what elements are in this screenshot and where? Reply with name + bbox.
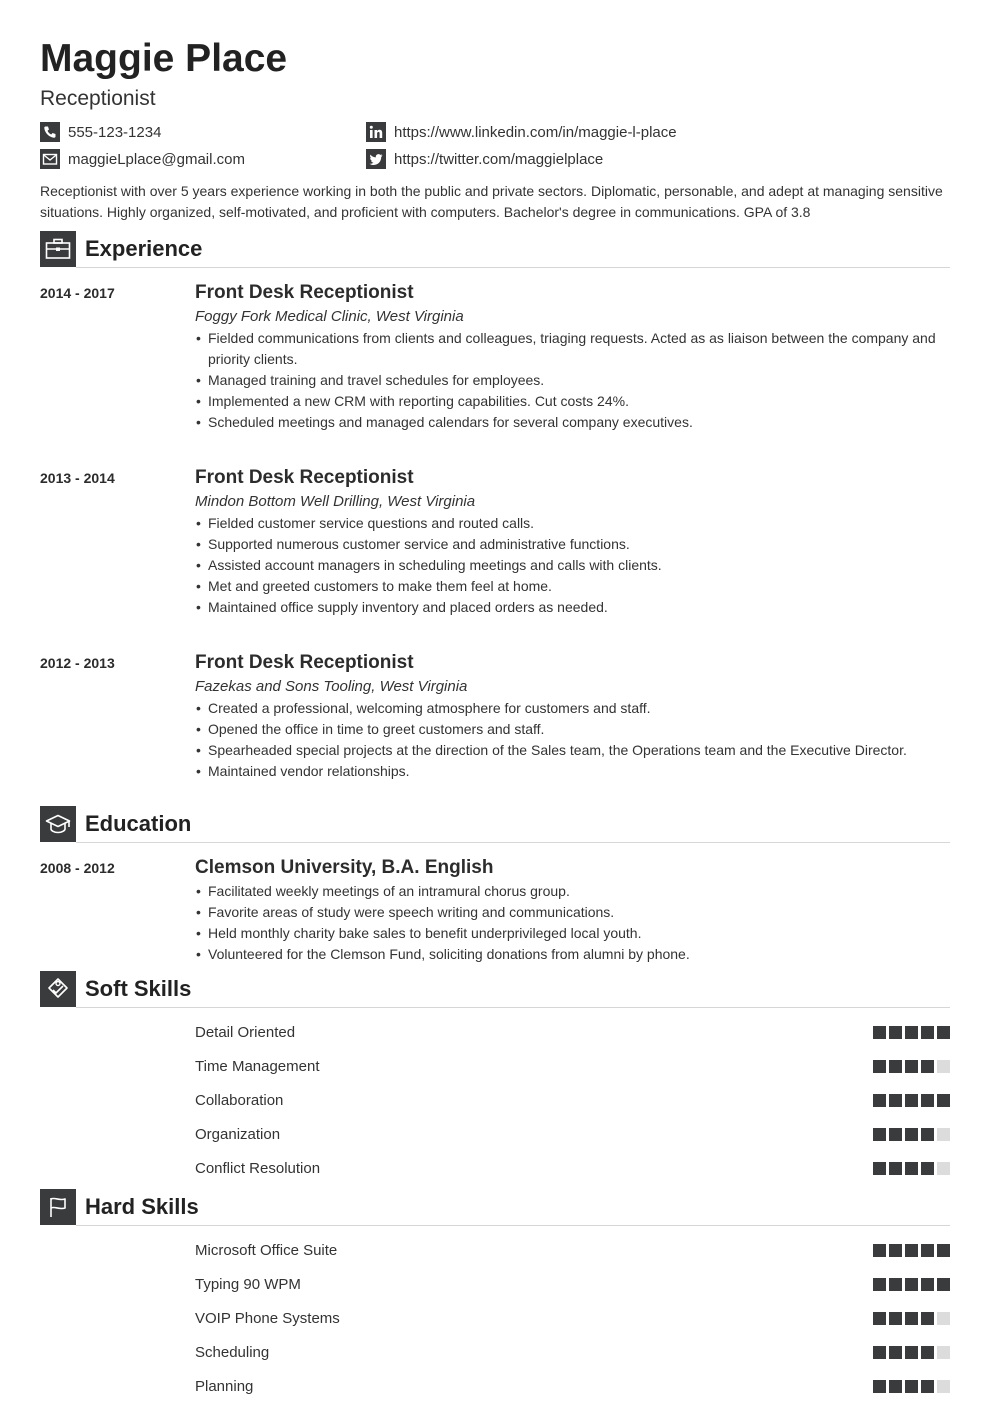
skill-rating (873, 1128, 950, 1141)
rating-square-filled (889, 1026, 902, 1039)
entry-org: Fazekas and Sons Tooling, West Virginia (195, 678, 468, 695)
entry-bullet: • Fielded customer service questions and routed calls. (195, 513, 950, 534)
entry-bullet: • Assisted account managers in scheduling meetings and calls with clients. (195, 555, 950, 576)
entry-role: Front Desk Receptionist (195, 282, 414, 303)
candidate-title: Receptionist (40, 87, 156, 110)
rating-square-filled (937, 1094, 950, 1107)
skill-rating (873, 1162, 950, 1175)
entry-date: 2014 - 2017 (40, 285, 115, 301)
rating-square-filled (889, 1380, 902, 1393)
skill-row (195, 1117, 950, 1151)
entry-role: Front Desk Receptionist (195, 652, 414, 673)
rating-square-filled (873, 1346, 886, 1359)
summary: Receptionist with over 5 years experience working in both the public and private sectors. Diplomatic, personable, and adept at managing sensitive situations. Highly organized, self-motivated, and proficient with computers. Bachelor's degree in communications. GPA of 3.8 (40, 183, 943, 220)
candidate-name: Maggie Place (40, 37, 288, 80)
experience-section-header (40, 231, 950, 267)
skill-label: Organization (195, 1125, 281, 1143)
rating-square-filled (905, 1060, 918, 1073)
hard-skills-section-header (40, 1189, 950, 1225)
skill-label: VOIP Phone Systems (195, 1309, 340, 1327)
entry-bullet: • Spearheaded special projects at the direction of the Sales team, the Operations team and the Executive Director. (195, 740, 950, 761)
skill-row (195, 1335, 950, 1369)
soft-skills-heading: Soft Skills (85, 976, 192, 1001)
contact-list (40, 122, 950, 169)
rating-square-filled (889, 1128, 902, 1141)
rating-square-filled (889, 1346, 902, 1359)
graduation-cap-icon (40, 806, 76, 842)
rating-square-filled (921, 1128, 934, 1141)
rating-square-empty (937, 1380, 950, 1393)
rating-square-filled (889, 1278, 902, 1291)
entry-bullet: • Implemented a new CRM with reporting capabilities. Cut costs 24%. (195, 391, 950, 412)
rating-square-empty (937, 1346, 950, 1359)
rating-square-filled (873, 1312, 886, 1325)
rating-square-empty (937, 1060, 950, 1073)
experience-entry (40, 280, 950, 433)
hard-skills-heading: Hard Skills (85, 1194, 199, 1219)
rating-square-filled (905, 1244, 918, 1257)
rating-square-filled (873, 1026, 886, 1039)
skill-row (195, 1233, 950, 1267)
skill-rating (873, 1380, 950, 1393)
rating-square-filled (921, 1380, 934, 1393)
contact-phone[interactable] (40, 122, 366, 142)
experience-entry (40, 650, 950, 782)
skill-rating (873, 1060, 950, 1073)
entry-bullet: • Fielded communications from clients and colleagues, triaging requests. Acted as as liaison between the company and priority clients. (195, 328, 950, 370)
rating-square-filled (873, 1060, 886, 1073)
section-divider (76, 842, 950, 843)
rating-square-filled (873, 1278, 886, 1291)
entry-bullet: • Created a professional, welcoming atmosphere for customers and staff. (195, 698, 950, 719)
rating-square-empty (937, 1128, 950, 1141)
skill-label: Conflict Resolution (195, 1159, 321, 1177)
skill-label: Scheduling (195, 1343, 270, 1361)
entry-bullet: • Maintained office supply inventory and placed orders as needed. (195, 597, 950, 618)
rating-square-filled (889, 1162, 902, 1175)
entry-bullet: • Maintained vendor relationships. (195, 761, 950, 782)
rating-square-filled (873, 1244, 886, 1257)
entry-org: Foggy Fork Medical Clinic, West Virginia (195, 308, 464, 325)
rating-square-filled (905, 1162, 918, 1175)
entry-bullet: • Supported numerous customer service and administrative functions. (195, 534, 950, 555)
linkedin-icon (366, 122, 386, 142)
entry-bullet: • Scheduled meetings and managed calendars for several company executives. (195, 412, 950, 433)
contact-twitter[interactable] (366, 149, 926, 169)
entry-bullet: • Facilitated weekly meetings of an intramural chorus group. (195, 881, 950, 902)
skill-row (195, 1151, 950, 1185)
rating-square-filled (937, 1278, 950, 1291)
rating-square-filled (937, 1026, 950, 1039)
rating-square-filled (889, 1060, 902, 1073)
skill-label: Detail Oriented (195, 1023, 296, 1041)
rating-square-filled (905, 1380, 918, 1393)
rating-square-filled (889, 1312, 902, 1325)
skill-label: Microsoft Office Suite (195, 1241, 338, 1259)
skill-rating (873, 1244, 950, 1257)
entry-org: Mindon Bottom Well Drilling, West Virginia (195, 493, 476, 510)
phone-icon (40, 122, 60, 142)
rating-square-filled (905, 1346, 918, 1359)
email-icon (40, 149, 60, 169)
education-heading: Education (85, 811, 192, 836)
soft-skills-section-header (40, 971, 950, 1007)
resume-page (40, 36, 950, 1403)
rating-square-filled (905, 1312, 918, 1325)
rating-square-filled (905, 1278, 918, 1291)
flag-icon (40, 1189, 76, 1225)
skill-row (195, 1267, 950, 1301)
entry-bullet: • Favorite areas of study were speech writing and communications. (195, 902, 950, 923)
rating-square-filled (921, 1094, 934, 1107)
skill-row (195, 1301, 950, 1335)
soft-skills-list (195, 1015, 950, 1185)
rating-square-filled (905, 1026, 918, 1039)
skill-rating (873, 1026, 950, 1039)
entry-bullet: • Volunteered for the Clemson Fund, soliciting donations from alumni by phone. (195, 944, 950, 965)
rating-square-filled (921, 1162, 934, 1175)
skill-rating (873, 1094, 950, 1107)
skill-row (195, 1015, 950, 1049)
rating-square-filled (873, 1380, 886, 1393)
skill-rating (873, 1346, 950, 1359)
skill-label: Planning (195, 1377, 254, 1395)
rating-square-empty (937, 1312, 950, 1325)
rating-square-filled (905, 1128, 918, 1141)
hard-skills-list (195, 1233, 950, 1403)
rating-square-filled (873, 1128, 886, 1141)
rating-square-filled (889, 1244, 902, 1257)
rating-square-filled (889, 1094, 902, 1107)
entry-date: 2013 - 2014 (40, 470, 115, 486)
rating-square-filled (937, 1244, 950, 1257)
rating-square-empty (937, 1162, 950, 1175)
skill-row (195, 1083, 950, 1117)
section-divider (76, 1225, 950, 1226)
skill-rating (873, 1278, 950, 1291)
contact-email[interactable] (40, 149, 366, 169)
entry-date: 2008 - 2012 (40, 860, 115, 876)
rating-square-filled (921, 1312, 934, 1325)
twitter-text: https://twitter.com/maggielplace (394, 150, 604, 168)
entry-bullet: • Met and greeted customers to make them feel at home. (195, 576, 950, 597)
section-divider (76, 267, 950, 268)
rating-square-filled (873, 1162, 886, 1175)
rating-square-filled (873, 1094, 886, 1107)
skill-label: Collaboration (195, 1091, 284, 1109)
entry-role: Clemson University, B.A. English (195, 857, 494, 878)
rating-square-filled (921, 1346, 934, 1359)
briefcase-icon (40, 231, 76, 267)
entry-bullet: • Managed training and travel schedules for employees. (195, 370, 950, 391)
phone-text: 555-123-1234 (68, 123, 162, 141)
rating-square-filled (921, 1060, 934, 1073)
skill-row (195, 1049, 950, 1083)
entry-role: Front Desk Receptionist (195, 467, 414, 488)
rating-square-filled (921, 1278, 934, 1291)
skill-row (195, 1369, 950, 1403)
entry-bullet: • Held monthly charity bake sales to benefit underprivileged local youth. (195, 923, 950, 944)
education-section-header (40, 806, 950, 842)
rating-square-filled (921, 1244, 934, 1257)
experience-entry (40, 465, 950, 618)
linkedin-text: https://www.linkedin.com/in/maggie-l-place (394, 123, 677, 141)
entry-bullet: • Opened the office in time to greet customers and staff. (195, 719, 950, 740)
rating-square-filled (921, 1026, 934, 1039)
skill-label: Time Management (195, 1057, 320, 1075)
contact-linkedin[interactable] (366, 122, 926, 142)
email-text: maggieLplace@gmail.com (68, 150, 245, 168)
experience-heading: Experience (85, 236, 203, 261)
twitter-icon (366, 149, 386, 169)
skill-label: Typing 90 WPM (195, 1275, 301, 1293)
puzzle-hand-icon (40, 971, 76, 1007)
education-entry (40, 855, 950, 965)
entry-date: 2012 - 2013 (40, 655, 115, 671)
skill-rating (873, 1312, 950, 1325)
section-divider (76, 1007, 950, 1008)
rating-square-filled (905, 1094, 918, 1107)
